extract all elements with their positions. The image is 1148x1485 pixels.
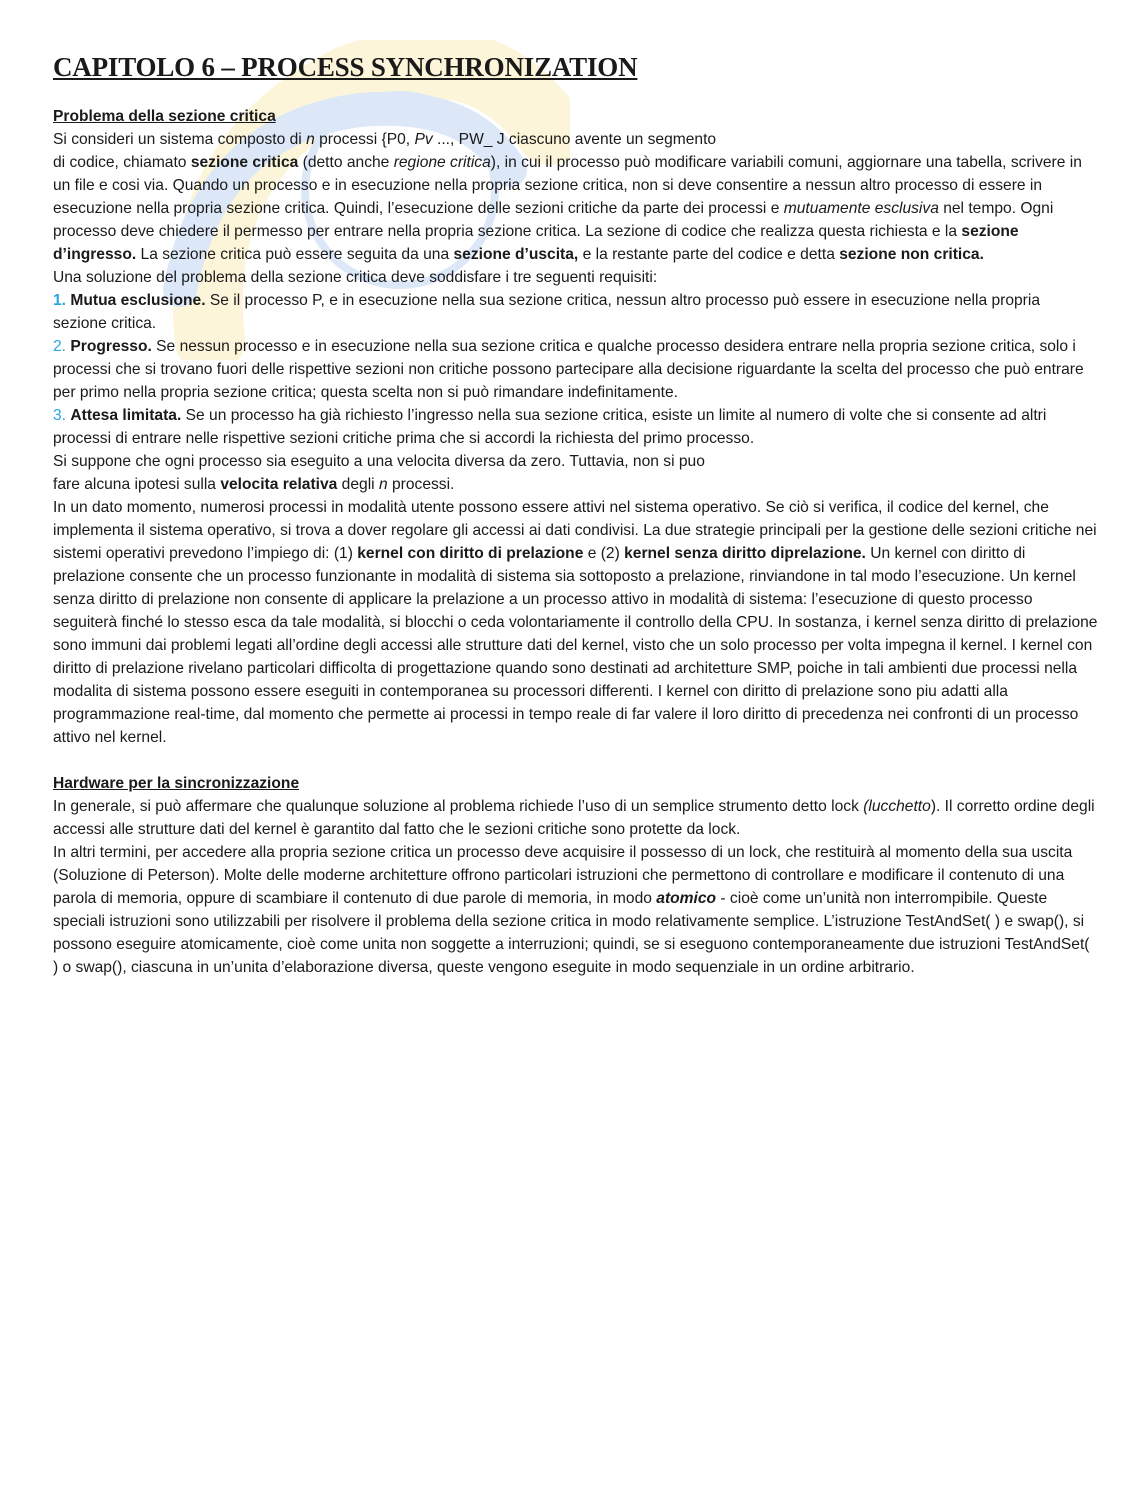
paragraph xyxy=(53,404,1098,450)
section-spacer xyxy=(53,749,1098,772)
text-run: In un dato momento, numerosi processi in modalità utente possono essere attivi nel sistema operativo. Se ciò si verifica, il codice del kernel, che implementa il sistema operativo, si trova a dover regolare gli accessi ai dati condivisi. La due strategie principali per la gestione delle sezioni critiche nei sistemi operativi prevedono l’impiego di: (1) xyxy=(53,499,1097,562)
text-run: di codice, chiamato xyxy=(53,154,191,171)
section-heading: Hardware per la sincronizzazione xyxy=(53,775,300,792)
text-run: In altri termini, per accedere alla propria sezione critica un processo deve acquisire il possesso di un lock, che restituirà al momento della sua uscita (Soluzione di Peterson). Molte delle moderne architetture offrono particolari istruzioni che permettono di controllare e modificare il contenuto di una parola di memoria, oppure di scambiare il contenuto di due parole di memoria, in modo xyxy=(53,844,1073,907)
text-run: Se un processo ha già richiesto l’ingresso nella sua sezione critica, esiste un limite al numero di volte che si consente ad altri processi di entrare nelle rispettive sezioni critiche prima che si accordi la richiesta del primo processo. xyxy=(53,407,1047,447)
paragraph xyxy=(53,335,1098,404)
text-run: ). Il corretto ordine degli accessi alle strutture dati del kernel è garantito dal fatto che le sezioni critiche sono protette da lock. xyxy=(53,798,1095,838)
text-run: Se nessun processo e in esecuzione nella sua sezione critica e qualche processo desidera entrare nella propria sezione critica, solo i processi che si trovano fuori delle rispettive sezioni non critiche possono partecipare alla decisione riguardante la scelta del processo che può entrare per primo nella propria sezione critica; questa scelta non si può rimandare indefinitamente. xyxy=(53,338,1084,401)
list-number: 3. xyxy=(53,407,67,424)
bold-term: kernel senza diritto diprelazione. xyxy=(624,545,866,562)
bold-term: kernel con diritto di prelazione xyxy=(357,545,584,562)
paragraph xyxy=(53,128,1098,266)
page-title: CAPITOLO 6 – PROCESS SYNCHRONIZATION xyxy=(53,52,638,82)
paragraph xyxy=(53,289,1098,335)
paragraph xyxy=(53,841,1098,979)
bold-term: Attesa limitata. xyxy=(70,407,182,424)
section-heading: Problema della sezione critica xyxy=(53,108,276,125)
text-run: processi. xyxy=(387,476,455,493)
text-run: e la restante parte del codice e detta xyxy=(578,246,840,263)
text-run: Se il processo P, e in esecuzione nella sua sezione critica, nessun altro processo può essere in esecuzione nella propria sezione critica. xyxy=(53,292,1041,332)
italic-term: regione critica xyxy=(393,154,491,171)
text-run: processi {P0, xyxy=(314,131,415,148)
paragraph xyxy=(53,795,1098,841)
text-run: (detto anche xyxy=(298,154,394,171)
text-run: - cioè come un’unità non interrompibile. Queste speciali istruzioni sono utilizzabili per risolvere il problema della sezione critica in modo relativamente semplice. L’istruzione TestAndSet( ) e swap(), si possono eseguire atomicamente, cioè come unita non soggette a interruzioni; quindi, se si eseguono contemporaneamente due istruzioni TestAndSet( ) o swap(), ciascuna in un’unita d’elaborazione diversa, queste vengono eseguite in modo sequenziale in un ordine arbitrario. xyxy=(53,890,1090,976)
text-run: Si consideri un sistema composto di xyxy=(53,131,307,148)
italic-term: (lucchetto xyxy=(863,798,931,815)
document-page xyxy=(53,52,1098,979)
text-run: degli xyxy=(337,476,379,493)
bold-term: sezione d’uscita, xyxy=(453,246,579,263)
bold-term: velocita relativa xyxy=(220,476,338,493)
document-body xyxy=(53,105,1098,979)
bold-term: Mutua esclusione. xyxy=(70,292,206,309)
bold-term: sezione d’ingresso. xyxy=(53,223,1019,263)
list-number: 2. xyxy=(53,338,67,355)
emphasis-text: atomico xyxy=(656,890,717,907)
italic-term: n xyxy=(378,476,388,493)
paragraph xyxy=(53,496,1098,749)
text-run: ), in cui il processo può modificare variabili comuni, aggiornare una tabella, scrivere in un file e cosi via. Quando un processo e in esecuzione nella propria sezione critica, non si deve consentire a nessun altro processo di essere in esecuzione nella propria sezione critica. Quindi, l’esecuzione delle sezioni critiche da parte dei processi e xyxy=(53,154,1082,217)
text-run: Un kernel con diritto di prelazione consente che un processo funzionante in modalità di sistema sia sottoposto a prelazione, rinviandone in tal modo l’esecuzione. Un kernel senza diritto di prelazione non consente di applicare la prelazione a un processo attivo in modalità di sistema: l’esecuzione di questo processo seguiterà finché lo stesso esca da tale modalità, si blocchi o ceda volontariamente il controllo della CPU. In sostanza, i kernel senza diritto di prelazione sono immuni dai problemi legati all’ordine degli accessi alle strutture dati del kernel, visto che un solo processo per volta impegna il kernel. I kernel con diritto di prelazione rivelano particolari difficolta di progettazione quando sono destinati ad architetture SMP, poiche in tali ambienti due processi nella modalita di sistema possono essere eseguiti in contemporanea su processori differenti. I kernel con diritto di prelazione sono piu adatti alla programmazione real-time, dal momento che permette ai processi in tempo reale di far valere il loro diritto di precedenza nei confronti di un processo attivo nel kernel. xyxy=(53,545,1098,746)
bold-term: Progresso. xyxy=(70,338,152,355)
italic-term: Pv xyxy=(414,131,433,148)
text-run: fare alcuna ipotesi sulla xyxy=(53,476,221,493)
text-run: In generale, si può affermare che qualunque soluzione al problema richiede l’uso di un semplice strumento detto lock xyxy=(53,798,864,815)
text-run: nel tempo. Ogni processo deve chiedere il permesso per entrare nella propria sezione critica. La sezione di codice che realizza questa richiesta e la xyxy=(53,200,1054,240)
paragraph xyxy=(53,266,1098,289)
italic-term: n xyxy=(306,131,315,148)
paragraph xyxy=(53,450,1098,496)
text-run: La sezione critica può essere seguita da una xyxy=(136,246,454,263)
text-run: Una soluzione del problema della sezione critica deve soddisfare i tre seguenti requisiti: xyxy=(53,269,658,286)
bold-term: sezione non critica. xyxy=(839,246,984,263)
text-run: Si suppone che ogni processo sia eseguito a una velocita diversa da zero. Tuttavia, non si puo xyxy=(53,453,705,470)
text-run: e (2) xyxy=(583,545,625,562)
italic-term: mutuamente esclusiva xyxy=(783,200,939,217)
list-number: 1. xyxy=(53,292,67,309)
text-run: ..., PW_ J ciascuno avente un segmento xyxy=(432,131,717,148)
bold-term: sezione critica xyxy=(190,154,299,171)
